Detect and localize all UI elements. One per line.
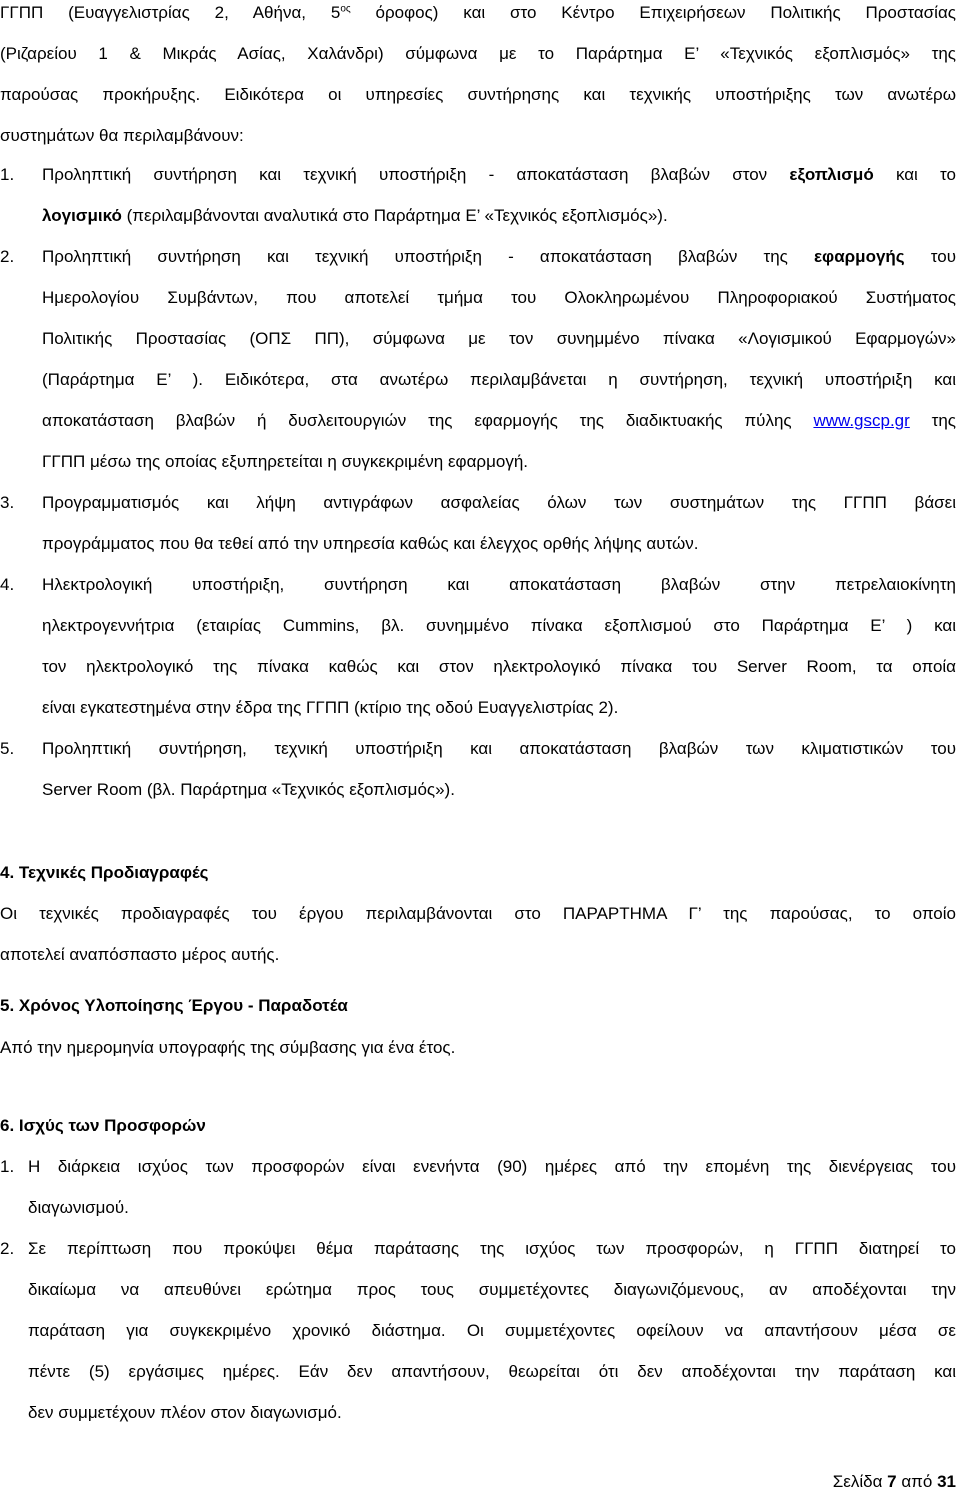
superscript: ος xyxy=(340,3,351,15)
item-number: 1. xyxy=(0,1157,15,1176)
item-number: 2. xyxy=(0,247,15,266)
section-paragraph: Από την ημερομηνία υπογραφής της σύμβασης για ένα έτος. xyxy=(0,1038,456,1057)
section-paragraph: Οι τεχνικές προδιαγραφές του έργου περιλαμβάνονται στο ΠΑΡΑΡΤΗΜΑ Γ’ της παρούσας, το οποίο αποτελεί αναπόσπαστο μέρος αυτής. xyxy=(0,904,956,964)
total-pages: 31 xyxy=(937,1472,956,1491)
item-number: 2. xyxy=(0,1239,15,1258)
services-list xyxy=(0,154,956,810)
list-item: 2. Προληπτική συντήρηση και τεχνική υποστήριξη - αποκατάσταση βλαβών της εφαρμογής του Ημερολογίου Συμβάντων, που αποτελεί τμήμα του Ολοκληρωμένου Πληροφοριακού Συστήματος Πολιτικής Προστασίας (ΟΠΣ ΠΠ), σύμφωνα με τον συνημμένο πίνακα «Λογισμικού Εφαρμογών» (Παράρτημα Ε’ ). Ειδικότερα, στα ανωτέρω περιλαμβάνεται η συντήρηση, τεχνική υποστήριξη και αποκατάσταση βλαβών ή δυσλειτουργιών της εφαρμογής της διαδικτυακής πύλης www.gscp.gr της ΓΓΠΠ μέσω της οποίας εξυπηρετείται η συγκεκριμένη εφαρμογή. xyxy=(0,236,956,482)
validity-list xyxy=(0,1146,956,1433)
intro-line: (Ριζαρείου 1 & Μικράς Ασίας, Χαλάνδρι) σύμφωνα με το Παράρτημα Ε’ «Τεχνικός εξοπλισμός» της xyxy=(0,44,956,63)
list-item: 1. Η διάρκεια ισχύος των προσφορών είναι ενενήντα (90) ημέρες από την επομένη της διενέργειας του διαγωνισμού. xyxy=(0,1146,956,1228)
list-item: 3. Προγραμματισμός και λήψη αντιγράφων ασφαλείας όλων των συστημάτων της ΓΓΠΠ βάσει προγράμματος που θα τεθεί από την υπηρεσία καθώς και έλεγχος ορθής λήψης αυτών. xyxy=(0,482,956,564)
item-number: 1. xyxy=(0,165,15,184)
list-item: 5. Προληπτική συντήρηση, τεχνική υποστήριξη και αποκατάσταση βλαβών των κλιματιστικών του Server Room (βλ. Παράρτημα «Τεχνικός εξοπλισμός»). xyxy=(0,728,956,810)
section-heading: 5. Χρόνος Υλοποίησης Έργου - Παραδοτέα xyxy=(0,996,348,1015)
page-number: 7 xyxy=(887,1472,897,1491)
item-number: 4. xyxy=(0,575,15,594)
intro-line: παρούσας προκήρυξης. Ειδικότερα οι υπηρεσίες συντήρησης και τεχνικής υποστήριξης των ανωτέρω xyxy=(0,85,956,104)
list-item: 4. Ηλεκτρολογική υποστήριξη, συντήρηση και αποκατάσταση βλαβών στην πετρελαιοκίνητη ηλεκτρογεννήτρια (εταιρίας Cummins, βλ. συνημμένο πίνακα εξοπλισμού στο Παράρτημα Ε’ ) και τον ηλεκτρολογικό της πίνακα καθώς και στον ηλεκτρολογικό πίνακα του Server Room, τα οποία είναι εγκατεστημένα στην έδρα της ΓΓΠΠ (κτίριο της οδού Ευαγγελιστρίας 2). xyxy=(0,564,956,728)
list-item: 2. Σε περίπτωση που προκύψει θέμα παράτασης της ισχύος των προσφορών, η ΓΓΠΠ διατηρεί το δικαίωμα να απευθύνει ερώτημα προς τους συμμετέχοντες διαγωνιζόμενους, αν αποδέχονται την παράταση για συγκεκριμένο χρονικό διάστημα. Οι συμμετέχοντες οφείλουν να απαντήσουν μέσα σε πέντε (5) εργάσιμες ημέρες. Εάν δεν απαντήσουν, θεωρείται ότι δεν αποδέχονται την παράταση και δεν συμμετέχουν πλέον στον διαγωνισμό. xyxy=(0,1228,956,1433)
section-heading: 4. Τεχνικές Προδιαγραφές xyxy=(0,863,209,882)
intro-line: συστημάτων θα περιλαμβάνουν: xyxy=(0,126,244,145)
page-footer: Σελίδα 7 από 31 xyxy=(832,1472,956,1491)
item-number: 3. xyxy=(0,493,15,512)
item-number: 5. xyxy=(0,739,15,758)
gscp-link[interactable]: www.gscp.gr xyxy=(813,411,910,430)
section-heading: 6. Ισχύς των Προσφορών xyxy=(0,1116,206,1135)
list-item: 1. Προληπτική συντήρηση και τεχνική υποστήριξη - αποκατάσταση βλαβών στον εξοπλισμό και το λογισμικό (περιλαμβάνονται αναλυτικά στο Παράρτημα Ε’ «Τεχνικός εξοπλισμός»). xyxy=(0,154,956,236)
intro-line: ΓΓΠΠ (Ευαγγελιστρίας 2, Αθήνα, $5^{o\varsigma}$ όροφος) και στο Κέντρο Επιχειρήσεων Πολιτικής Προστασίας xyxy=(0,3,956,22)
intro-paragraph xyxy=(0,0,956,156)
